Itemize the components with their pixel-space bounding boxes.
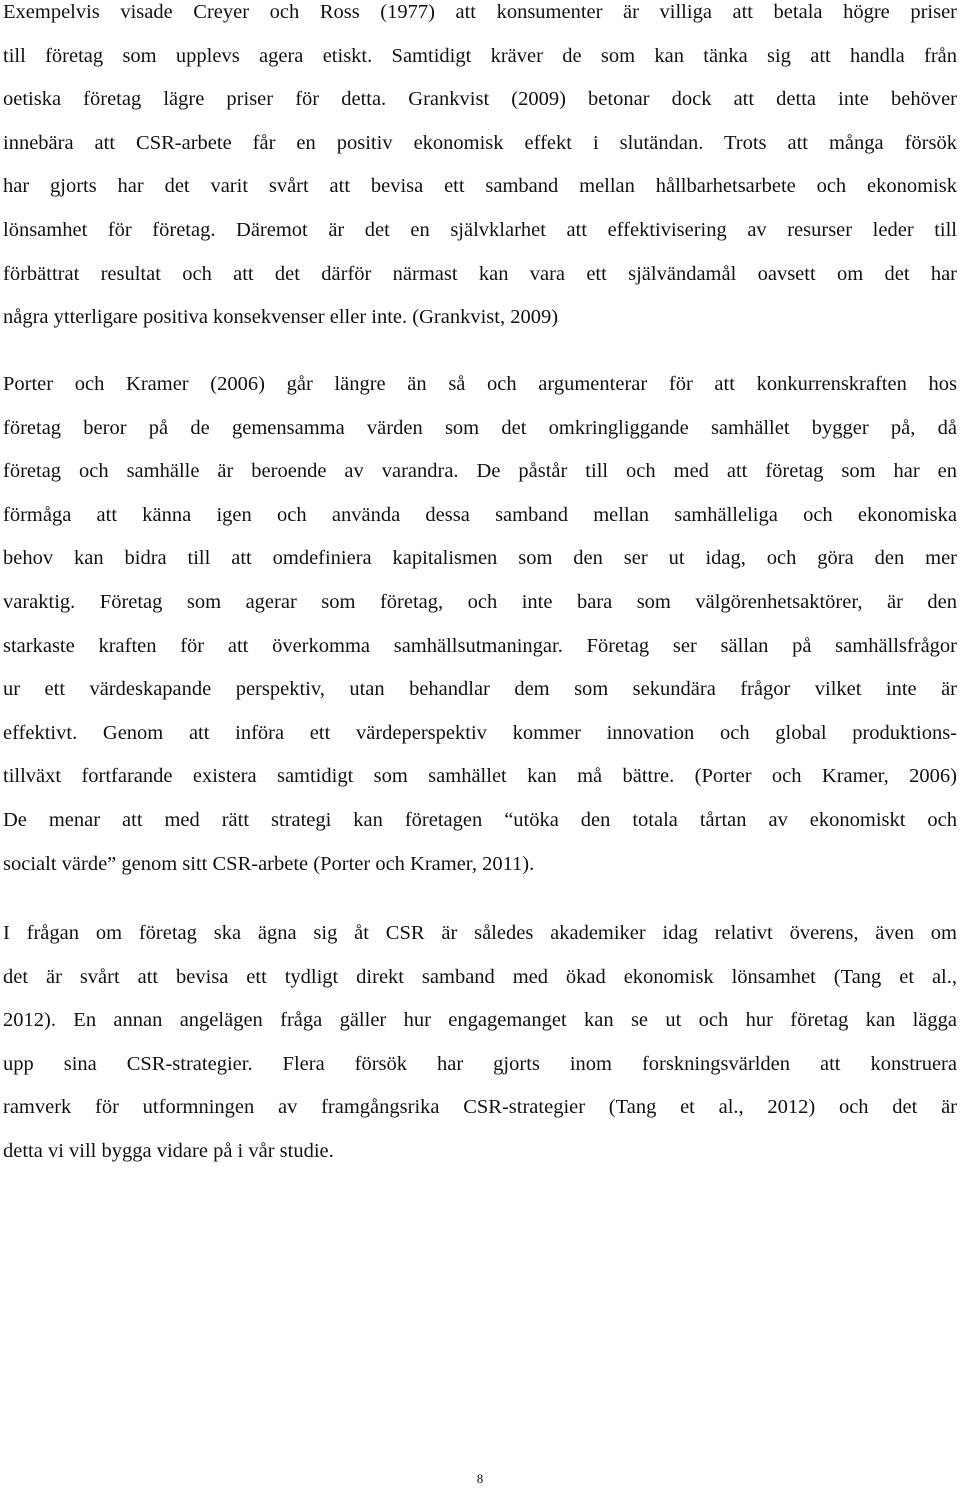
text-line: ur ett värdeskapande perspektiv, utan behandlar dem som sekundära frågor vilket inte är xyxy=(3,678,957,701)
text-line: förmåga att känna igen och använda dessa samband mellan samhälleliga och ekonomiska xyxy=(3,503,957,526)
paragraph-2 xyxy=(3,363,957,886)
text-line: förbättrat resultat och att det därför närmast kan vara ett självändamål oavsett om det har xyxy=(3,262,957,285)
text-line: Porter och Kramer (2006) går längre än så och argumenterar för att konkurrenskraften hos xyxy=(3,373,957,395)
text-line: effektivt. Genom att införa ett värdeperspektiv kommer innovation och global produktions- xyxy=(3,721,957,744)
page-number: 8 xyxy=(476,1471,484,1486)
text-line: oetiska företag lägre priser för detta. Grankvist (2009) betonar dock att detta inte behöver xyxy=(3,88,957,111)
text-line: starkaste kraften för att överkomma samhällsutmaningar. Företag ser sällan på samhällsfrågor xyxy=(3,634,957,657)
text-line: till företag som upplevs agera etiskt. Samtidigt kräver de som kan tänka sig att handla från xyxy=(3,44,957,67)
text-line: företag beror på de gemensamma värden som det omkringliggande samhället bygger på, då xyxy=(3,416,957,439)
text-line: Exempelvis visade Creyer och Ross (1977) att konsumenter är villiga att betala högre priser xyxy=(3,1,957,23)
text-line: detta vi vill bygga vidare på i vår studie. xyxy=(3,1139,334,1162)
text-line: några ytterligare positiva konsekvenser eller inte. (Grankvist, 2009) xyxy=(3,306,559,329)
text-line: I frågan om företag ska ägna sig åt CSR är således akademiker idag relativt överens, även om xyxy=(3,922,957,944)
text-line: tillväxt fortfarande existera samtidigt som samhället kan må bättre. (Porter och Kramer, 2006) xyxy=(3,765,957,788)
text-line: har gjorts har det varit svårt att bevisa ett samband mellan hållbarhetsarbete och ekonomisk xyxy=(3,175,957,198)
text-line: företag och samhälle är beroende av varandra. De påstår till och med att företag som har en xyxy=(3,460,957,483)
text-line: 2012). En annan angelägen fråga gäller hur engagemanget kan se ut och hur företag kan lägga xyxy=(3,1009,957,1032)
text-line: behov kan bidra till att omdefiniera kapitalismen som den ser ut idag, och göra den mer xyxy=(3,547,957,570)
paragraph-3 xyxy=(3,912,957,1174)
text-line: lönsamhet för företag. Däremot är det en självklarhet att effektivisering av resurser leder till xyxy=(3,218,957,241)
text-line: varaktig. Företag som agerar som företag, och inte bara som välgörenhetsaktörer, är den xyxy=(3,590,957,613)
text-line: upp sina CSR-strategier. Flera försök har gjorts inom forskningsvärlden att konstruera xyxy=(3,1052,957,1075)
text-line: innebära att CSR-arbete får en positiv ekonomisk effekt i slutändan. Trots att många försök xyxy=(3,131,957,154)
text-line: ramverk för utformningen av framgångsrika CSR-strategier (Tang et al., 2012) och det är xyxy=(3,1096,957,1119)
text-line: det är svårt att bevisa ett tydligt direkt samband med ökad ekonomisk lönsamhet (Tang et al., xyxy=(3,965,957,988)
text-line: socialt värde” genom sitt CSR-arbete (Porter och Kramer, 2011). xyxy=(3,852,535,875)
text-line: De menar att med rätt strategi kan företagen “utöka den totala tårtan av ekonomiskt och xyxy=(3,808,957,831)
paragraph-1 xyxy=(3,0,957,340)
